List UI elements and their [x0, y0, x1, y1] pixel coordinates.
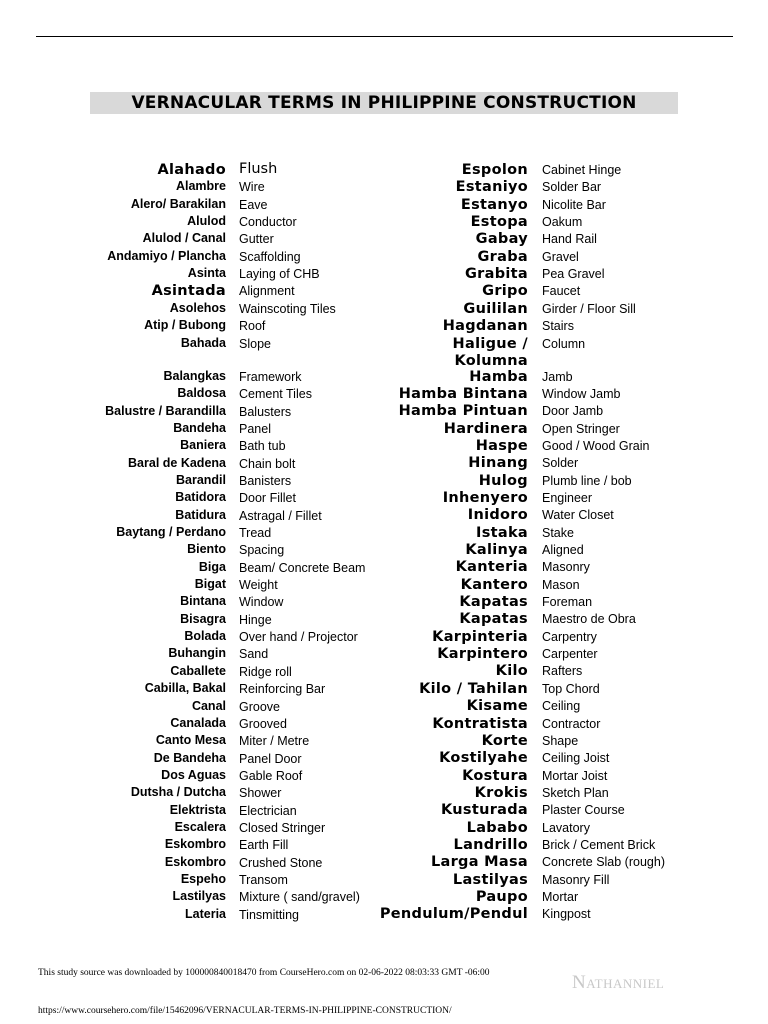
term: Estopa	[470, 214, 528, 231]
definition: Good / Wood Grain	[542, 438, 650, 453]
definition: Conductor	[239, 215, 297, 230]
term: Elektrista	[169, 802, 226, 817]
definition: Astragal / Fillet	[239, 508, 322, 523]
definition: Crushed Stone	[239, 855, 323, 870]
definition: Chain bolt	[239, 456, 296, 471]
term: Pendulum/Pendul	[379, 906, 528, 923]
definition: Gable Roof	[239, 768, 303, 783]
term: Krokis	[474, 784, 528, 801]
term: Alulod / Canal	[142, 231, 226, 246]
definition: Gutter	[239, 232, 274, 247]
term: Kanteria	[455, 559, 528, 576]
definition: Column	[542, 336, 586, 351]
definition: Mason	[542, 577, 580, 592]
definition: Mortar Joist	[542, 768, 608, 783]
term: Estanyo	[460, 196, 528, 213]
term: Landrillo	[453, 836, 528, 853]
term: Kantero	[460, 576, 528, 593]
term: Istaka	[476, 524, 528, 541]
term: Baldosa	[177, 386, 226, 401]
definition: Cement Tiles	[239, 387, 312, 402]
definition: Stake	[542, 525, 574, 540]
term: Lababo	[466, 819, 528, 836]
term: Canal	[191, 698, 226, 713]
term: Hamba Bintana	[398, 385, 528, 402]
definition: Rafters	[542, 664, 583, 679]
term: Larga Masa	[430, 854, 528, 871]
definition: Wire	[239, 180, 265, 195]
definition: Masonry	[542, 560, 590, 575]
term: Hamba	[469, 368, 528, 385]
term: Estaniyo	[455, 179, 528, 196]
term: Korte	[481, 732, 528, 749]
term: Grabita	[464, 266, 528, 283]
definition: Hinge	[239, 612, 272, 627]
definition: Electrician	[239, 803, 297, 818]
definition: Solder	[542, 456, 579, 471]
term: Hagdanan	[442, 318, 528, 335]
definition: Ridge roll	[239, 664, 292, 679]
definition: Shape	[542, 733, 579, 748]
definition: Spacing	[239, 543, 285, 558]
definition: Beam/ Concrete Beam	[239, 560, 366, 575]
definition: Ceiling Joist	[542, 751, 610, 766]
definition: Closed Stringer	[239, 820, 326, 835]
definition: Maestro de Obra	[542, 612, 636, 627]
term: Kilo / Tahilan	[419, 680, 528, 697]
definition: Faucet	[542, 284, 581, 299]
definition: Shower	[239, 786, 282, 801]
term: Kalinya	[465, 542, 528, 558]
definition: Over hand / Projector	[239, 630, 358, 645]
definition: Plaster Course	[542, 803, 625, 818]
term: Haspe	[475, 437, 528, 454]
definition: Window Jamb	[542, 386, 621, 401]
term: Atip / Bubong	[144, 318, 226, 333]
term: Eskombro	[164, 854, 226, 869]
term: Caballete	[170, 663, 226, 678]
term: Hinang	[468, 455, 528, 472]
definition: Girder / Floor Sill	[542, 301, 636, 316]
definition: Solder Bar	[542, 180, 602, 195]
definition: Window	[239, 595, 284, 610]
definition: Contractor	[542, 716, 601, 731]
term: Inhenyero	[442, 489, 528, 506]
term: Biento	[187, 542, 226, 557]
term: Balangkas	[163, 368, 226, 383]
term: Kisame	[466, 698, 528, 715]
term: Bahada	[180, 335, 226, 350]
term: Lastilyas	[452, 871, 528, 888]
definition: Carpentry	[542, 629, 597, 644]
definition: Tinsmitting	[239, 907, 299, 922]
term: Bisagra	[180, 611, 226, 626]
term: Balustre / Barandilla	[105, 403, 226, 418]
term: Asintada	[151, 283, 226, 300]
definition: Mixture ( sand/gravel)	[239, 890, 360, 905]
term: Barandil	[175, 472, 226, 487]
definition: Framework	[239, 369, 302, 384]
term	[453, 336, 528, 370]
definition: Kingpost	[542, 907, 591, 922]
term: Graba	[477, 248, 528, 265]
term: Karpintero	[437, 646, 528, 663]
term: Alulod	[187, 214, 226, 229]
term: Canalada	[170, 715, 226, 730]
definition: Engineer	[542, 490, 593, 505]
definition: Transom	[239, 873, 288, 887]
term: Gabay	[475, 231, 528, 248]
term: Bandeha	[173, 420, 226, 435]
definition: Ceiling	[542, 699, 581, 714]
definition: Hand Rail	[542, 232, 597, 247]
definition: Sketch Plan	[542, 785, 609, 800]
definition: Banisters	[239, 473, 292, 488]
term: Gripo	[482, 283, 528, 300]
term: Dos Aguas	[161, 767, 226, 782]
term: De Bandeha	[153, 750, 226, 765]
definition: Plumb line / bob	[542, 473, 632, 488]
term: Lateria	[185, 906, 226, 921]
definition: Oakum	[542, 215, 583, 230]
term: Guililan	[463, 300, 528, 317]
definition: Weight	[239, 578, 278, 593]
definition: Nicolite Bar	[542, 197, 606, 212]
term: Bigat	[194, 577, 226, 592]
term: Escalera	[174, 819, 226, 834]
term: Bintana	[180, 594, 226, 609]
definition: Gravel	[542, 249, 579, 264]
term: Batidura	[175, 507, 226, 522]
definition: Miter / Metre	[239, 734, 310, 749]
term: Bolada	[184, 629, 226, 644]
term: Eskombro	[164, 837, 226, 852]
term: Hamba Pintuan	[398, 403, 528, 420]
definition: Wainscoting Tiles	[239, 301, 336, 316]
term: Hardinera	[443, 420, 528, 437]
definition: Tread	[239, 526, 272, 540]
definition: Flush	[239, 161, 278, 177]
page-title: VERNACULAR TERMS IN PHILIPPINE CONSTRUCTION	[90, 92, 678, 114]
definition: Eave	[239, 197, 268, 212]
definition: Groove	[239, 699, 280, 714]
definition: Panel Door	[239, 751, 302, 766]
term: Alahado	[157, 162, 226, 178]
term: Baral de Kadena	[128, 455, 226, 470]
definition: Brick / Cement Brick	[542, 837, 656, 852]
definition: Laying of CHB	[239, 267, 320, 282]
definition: Masonry Fill	[542, 872, 610, 887]
definition: Bath tub	[239, 439, 286, 454]
term-line: Haligue /	[452, 335, 528, 352]
footer-source-line: This study source was downloaded by 100000840018470 from CourseHero.com on 02-06-2022 08:03:33 GMT -06:00	[38, 968, 490, 978]
term: Alero/ Barakilan	[130, 196, 226, 211]
term: Buhangin	[168, 646, 226, 661]
definition: Pea Gravel	[542, 267, 605, 282]
term: Baniera	[180, 438, 226, 453]
definition: Grooved	[239, 716, 287, 731]
watermark: Nathanniel	[572, 972, 665, 993]
definition: Water Closet	[542, 508, 614, 523]
definition: Balusters	[239, 404, 292, 419]
definition: Slope	[239, 336, 271, 351]
definition: Door Fillet	[239, 491, 296, 506]
definition: Jamb	[542, 369, 573, 384]
term: Dutsha / Dutcha	[130, 785, 226, 800]
term: Kusturada	[441, 802, 528, 819]
term: Andamiyo / Plancha	[107, 248, 226, 263]
term: Paupo	[475, 889, 528, 905]
definition: Panel	[239, 421, 271, 436]
term: Canto Mesa	[155, 733, 226, 748]
definition: Roof	[239, 319, 266, 334]
term: Biga	[198, 559, 226, 574]
definition: Scaffolding	[239, 249, 301, 264]
term-line: Kolumna	[454, 352, 528, 369]
definition: Earth Fill	[239, 838, 289, 853]
term: Espolon	[461, 162, 528, 178]
term: Kilo	[495, 663, 528, 680]
definition: Door Jamb	[542, 404, 604, 419]
definition: Mortar	[542, 890, 579, 904]
definition: Aligned	[542, 543, 584, 557]
term: Alambre	[175, 179, 226, 194]
definition: Carpenter	[542, 647, 598, 662]
term: Hulog	[478, 472, 528, 489]
term: Espeho	[180, 872, 226, 886]
term: Lastilyas	[172, 889, 226, 904]
definition: Sand	[239, 647, 269, 662]
term: Asolehos	[169, 300, 226, 315]
term: Kostilyahe	[439, 750, 528, 767]
term: Inidoro	[467, 507, 528, 524]
term: Karpinteria	[432, 628, 528, 645]
definition: Top Chord	[542, 681, 600, 696]
term: Cabilla, Bakal	[144, 681, 226, 696]
definition: Alignment	[239, 284, 295, 299]
term: Kostura	[462, 767, 528, 784]
definition: Stairs	[542, 319, 574, 334]
definition: Reinforcing Bar	[239, 682, 326, 697]
definition: Concrete Slab (rough)	[542, 855, 665, 870]
top-rule	[36, 36, 733, 37]
definition: Open Stringer	[542, 421, 620, 436]
definition: Cabinet Hinge	[542, 163, 622, 177]
definition: Foreman	[542, 595, 593, 610]
footer-url[interactable]: https://www.coursehero.com/file/15462096/VERNACULAR-TERMS-IN-PHILIPPINE-CONSTRUCTION/	[38, 1006, 452, 1016]
term: Baytang / Perdano	[116, 525, 226, 539]
term: Kapatas	[459, 611, 528, 628]
term: Kapatas	[459, 594, 528, 611]
definition: Lavatory	[542, 820, 590, 835]
term: Asinta	[187, 266, 226, 281]
term: Batidora	[175, 490, 226, 505]
term: Kontratista	[432, 715, 528, 732]
